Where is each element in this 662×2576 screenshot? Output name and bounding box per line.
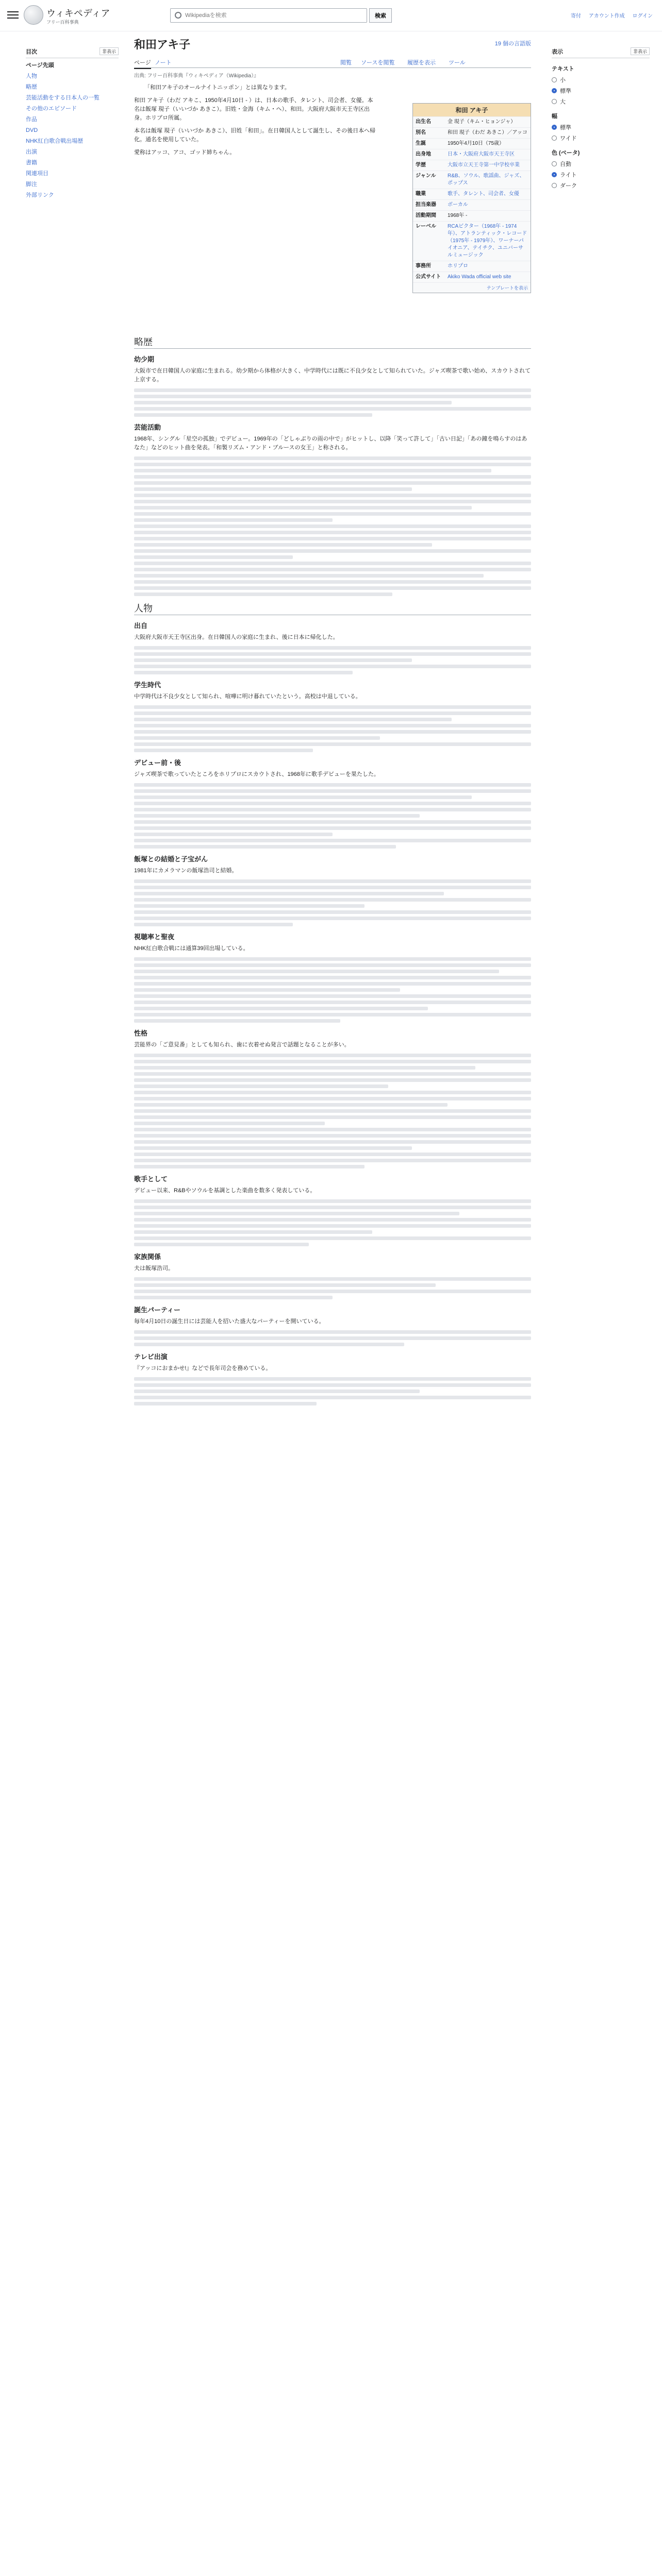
toc-item[interactable]: 外部リンク — [26, 192, 54, 198]
toc-item[interactable]: 関連項目 — [26, 171, 48, 177]
article-main — [134, 36, 531, 291]
toc-item[interactable]: DVD — [26, 127, 38, 133]
infobox-title: 和田 アキ子 — [413, 104, 531, 116]
infobox-row: 事務所 ホリプロ — [413, 261, 531, 272]
paragraph: 大阪市で在日韓国人の家庭に生まれる。幼少期から体格が大きく、中学時代には既に不良少女として知られていた。ジャズ喫茶で歌い始め、スカウトされて上京する。 — [134, 368, 531, 383]
subsection-heading: 歌手として — [134, 1175, 168, 1183]
infobox-row: 出身地 日本・大阪府大阪市天王寺区 — [413, 149, 531, 160]
hatnote: 「和田アキ子のオールナイトニッポン」とは異なります。 — [144, 84, 290, 91]
radio-color-auto[interactable]: 自動 — [552, 160, 650, 168]
toc-item[interactable]: 出演 — [26, 149, 37, 155]
text-block — [134, 456, 531, 596]
tab-talk[interactable]: ノート — [155, 60, 172, 66]
appearance-panel — [552, 47, 650, 192]
infobox-row: 別名 和田 現子（わだ あきこ）／アッコ — [413, 127, 531, 138]
infobox-template-link[interactable]: テンプレートを表示 — [413, 282, 531, 293]
text-block — [134, 1377, 531, 1405]
main-menu-button[interactable] — [7, 9, 19, 21]
site-header — [0, 0, 662, 31]
paragraph: デビュー以来、R&Bやソウルを基調とした楽曲を数多く発表している。 — [134, 1188, 316, 1194]
search-icon — [175, 12, 181, 19]
text-block — [134, 1054, 531, 1168]
infobox — [412, 103, 531, 293]
donate-link[interactable]: 寄付 — [571, 13, 582, 19]
subsection-heading: 飯塚との結婚と子宝がん — [134, 855, 208, 863]
user-links — [565, 11, 653, 19]
subsection-heading: 視聴率と聖夜 — [134, 933, 175, 941]
text-block — [134, 388, 531, 417]
infobox-row: 活動期間 1968年 - — [413, 210, 531, 221]
page-title: 和田アキ子 — [134, 38, 191, 52]
text-block — [134, 1277, 531, 1299]
search-input[interactable] — [184, 10, 361, 21]
lead-paragraph: 本名は飯塚 現子（いいづか あきこ）、旧姓「和田」。在日韓国人として誕生し、その後日本へ帰化。通名を使用していた。 — [134, 128, 376, 143]
subsection-heading: デビュー前・後 — [134, 759, 181, 767]
text-block — [134, 1199, 531, 1246]
subsection-heading: テレビ出演 — [134, 1353, 168, 1361]
site-title[interactable]: ウィキペディア — [46, 8, 110, 19]
paragraph: 1968年、シングル「星空の孤独」でデビュー。1969年の「どしゃぶりの雨の中で」がヒットし、以降「笑って許して」「古い日記」「あの鐘を鳴らすのはあなた」などのヒット曲を発表。「和製リズム・アンド・ブルースの女王」と称される。 — [134, 436, 527, 451]
text-block — [134, 879, 531, 926]
subsection-heading: 家族関係 — [134, 1253, 161, 1261]
radio-width-wide[interactable]: ワイド — [552, 134, 650, 142]
lead-paragraph: 和田 アキ子（わだ アキこ、1950年4月10日 - ）は、日本の歌手、タレント、司会者、女優。本名は飯塚 現子（いいづか あきこ）。旧姓・金海（キム・ヘ）、和田。大阪府大阪市天王寺区出身。ホリプロ所属。 — [134, 97, 373, 121]
text-block — [134, 705, 531, 752]
wikipedia-logo-icon[interactable] — [24, 5, 43, 25]
paragraph: 1981年にカメラマンの飯塚浩司と結婚。 — [134, 868, 238, 874]
radio-text-large[interactable]: 大 — [552, 97, 650, 106]
lead-paragraph: 愛称はアッコ、アコ、ゴッド姉ちゃん。 — [134, 149, 236, 156]
login-link[interactable]: ログイン — [632, 13, 653, 19]
radio-icon — [552, 183, 557, 188]
language-button[interactable]: 19 個の言語版 — [494, 41, 531, 47]
radio-color-dark[interactable]: ダーク — [552, 181, 650, 190]
width-heading: 幅 — [552, 113, 557, 120]
text-block — [134, 646, 531, 674]
search-button[interactable]: 検索 — [369, 8, 392, 23]
tab-page[interactable]: ページ — [134, 58, 151, 69]
site-tagline: フリー百科事典 — [46, 20, 79, 25]
appearance-heading: 表示 非表示 — [552, 47, 650, 58]
radio-icon — [552, 88, 557, 93]
infobox-row: 生誕 1950年4月10日（75歳） — [413, 138, 531, 149]
infobox-row: 出生名 金 現子（キム・ヒョンジャ） — [413, 116, 531, 127]
paragraph: 毎年4月10日の誕生日には芸能人を招いた盛大なパーティーを開いている。 — [134, 1318, 325, 1325]
radio-text-standard[interactable]: 標準 — [552, 87, 650, 95]
paragraph: ジャズ喫茶で歌っていたところをホリプロにスカウトされ、1968年に歌手デビューを果たした。 — [134, 771, 379, 777]
paragraph: 中学時代は不良少女として知られ、喧嘩に明け暮れていたという。高校は中退している。 — [134, 693, 361, 700]
text-block — [134, 783, 531, 849]
radio-icon — [552, 99, 557, 104]
tab-tools[interactable]: ツール — [449, 60, 466, 66]
infobox-row: 公式サイト Akiko Wada official web site — [413, 272, 531, 282]
subsection-heading: 学生時代 — [134, 681, 161, 689]
create-account-link[interactable]: アカウント作成 — [588, 13, 625, 19]
toc-item[interactable]: 作品 — [26, 116, 37, 123]
toc-item[interactable]: NHK紅白歌合戦出場歴 — [26, 138, 84, 144]
toc-item[interactable]: 人物 — [26, 73, 37, 79]
tab-read[interactable]: 閲覧 — [340, 60, 352, 66]
subsection-heading: 芸能活動 — [134, 423, 161, 431]
lead-section — [134, 96, 376, 157]
paragraph: 夫は飯塚浩司。 — [134, 1265, 174, 1272]
radio-text-small[interactable]: 小 — [552, 76, 650, 84]
radio-color-light[interactable]: ライト — [552, 171, 650, 179]
infobox-row: 学歴 大阪市立天王寺第一中学校卒業 — [413, 160, 531, 171]
section-heading: 人物 — [134, 604, 531, 615]
radio-icon — [552, 161, 557, 166]
paragraph: NHK紅白歌合戦には通算39回出場している。 — [134, 945, 249, 952]
page-tabs — [134, 56, 531, 68]
tab-view-source[interactable]: ソースを閲覧 — [361, 60, 395, 66]
infobox-row: 職業 歌手、タレント、司会者、女優 — [413, 189, 531, 199]
toc-sidebar — [26, 47, 119, 202]
radio-icon — [552, 135, 557, 141]
infobox-row: 担当楽器 ボーカル — [413, 199, 531, 210]
radio-icon — [552, 125, 557, 130]
toc-item[interactable]: 略歴 — [26, 84, 37, 90]
radio-icon — [552, 172, 557, 177]
toc-item[interactable]: 芸能活動をする日本人の一覧 — [26, 95, 100, 101]
paragraph: 『アッコにおまかせ!』などで長年司会を務めている。 — [134, 1365, 272, 1371]
subsection-heading: 誕生パーティー — [134, 1306, 180, 1314]
tab-history[interactable]: 履歴を表示 — [407, 60, 436, 66]
toc-heading: 目次 非表示 — [26, 47, 119, 58]
site-sub: 出典: フリー百科事典『ウィキペディア（Wikipedia）』 — [134, 73, 259, 79]
radio-width-standard[interactable]: 標準 — [552, 123, 650, 131]
subsection-heading: 出自 — [134, 622, 148, 630]
radio-icon — [552, 77, 557, 82]
subsection-heading: 幼少期 — [134, 355, 155, 363]
toc-item[interactable]: 脚注 — [26, 181, 37, 188]
paragraph: 大阪府大阪市天王寺区出身。在日韓国人の家庭に生まれ、後に日本に帰化した。 — [134, 634, 339, 640]
appearance-hide-button[interactable]: 非表示 — [631, 47, 650, 55]
subsection-heading: 性格 — [134, 1029, 148, 1037]
text-block — [134, 1330, 531, 1346]
article-body — [134, 330, 531, 1408]
search-box — [170, 8, 367, 23]
infobox-row: レーベル RCAビクター（1968年 - 1974年）、アトランティック・レコード（1975年 - 1979年）、ワーナーパイオニア、テイチク、ユニバーサルミュージック — [413, 221, 531, 261]
section-heading: 略歴 — [134, 338, 531, 349]
toc-hide-button[interactable]: 非表示 — [100, 47, 119, 55]
color-heading: 色 (ベータ) — [552, 150, 580, 156]
text-size-heading: テキスト — [552, 66, 574, 72]
toc-item[interactable]: ページ先頭 — [26, 62, 54, 69]
toc-item[interactable]: 書籍 — [26, 160, 37, 166]
toc-item[interactable]: その他のエピソード — [26, 106, 77, 112]
text-block — [134, 957, 531, 1023]
paragraph: 芸能界の「ご意見番」としても知られ、歯に衣着せぬ発言で話題となることが多い。 — [134, 1042, 350, 1048]
infobox-row: ジャンル R&B、ソウル、歌謡曲、ジャズ、ポップス — [413, 171, 531, 189]
